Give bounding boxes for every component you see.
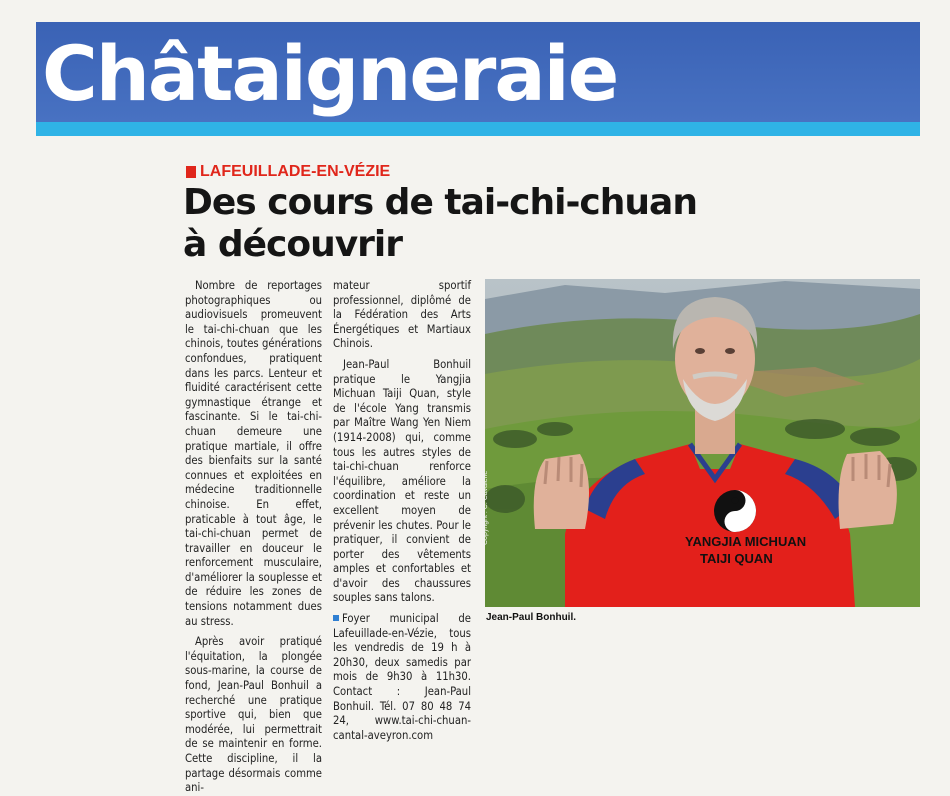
article-photo (485, 279, 920, 607)
practical-info (333, 612, 471, 743)
paragraph: mateur sportif professionnel, diplômé de la Fédération des Arts Énergétiques et Martiaux Chinois. (333, 279, 471, 351)
shirt-text-line-1: YANGJIA MICHUAN (685, 534, 807, 549)
banner-stripe (36, 122, 920, 136)
photo-illustration (485, 279, 920, 607)
info-square-icon (333, 615, 339, 621)
photo-caption: Jean-Paul Bonhuil. (486, 612, 577, 623)
headline-line-2: à découvrir (183, 224, 403, 265)
paragraph: Nombre de reportages photographiques ou audiovisuels promeuvent le tai-chi-chuan que les chinois, toutes générations confondues, pratiquent dans les parcs. Lenteur et fluidité caractérisent cette gymnastique étrange et fascinante. Si le tai-chi-chuan demeure une pratique martiale, il offre des bienfaits sur la santé connues et exploitées en médecine traditionnelle chinoise. En effet, praticable à tout âge, le tai-chi-chuan permet de travailler en douceur le renforcement musculaire, d'améliorer la souplesse et de réduire les zones de tensions notamment dues au stress. (185, 279, 322, 628)
section-title: Châtaigneraie (42, 29, 618, 118)
kicker-text: LAFEUILLADE-EN-VÉZIE (200, 163, 391, 180)
article-column-2 (333, 279, 471, 743)
paragraph: Après avoir pratiqué l'équitation, la plongée sous-marine, la course de fond, Jean-Paul Bonhuil a recherché une pratique sportive qui, bien que modérée, lui permettrait de se maintenir en forme. Cette discipline, il la partage désormais comme ani- (185, 635, 322, 795)
article-kicker (186, 163, 390, 181)
paragraph: Jean-Paul Bonhuil pratique le Yangjia Michuan Taiji Quan, style de l'école Yang transmis par Maître Wang Yen Niem (1914-2008) qui, comme tous les autres styles de tai-chi-chuan renforce l'équilibre, améliore la coordination et reste un excellent moyen de prévenir les chutes. Pour le pratiquer, il convient de porter des vêtements amples et confortables et d'avoir des chaussures souples sans talons. (333, 357, 471, 605)
article-column-1 (185, 279, 322, 796)
article-headline (183, 182, 783, 266)
kicker-square-icon (186, 166, 196, 178)
headline-line-1: Des cours de tai-chi-chuan (183, 182, 697, 223)
photo-credit: Copyright : C. Cavalerie (482, 470, 489, 545)
section-banner (36, 22, 920, 136)
shirt-text-line-2: TAIJI QUAN (700, 551, 773, 566)
practical-info-text: Foyer municipal de Lafeuillade-en-Vézie, tous les vendredis de 19 h à 20h30, deux samedis par mois de 9h30 à 11h30. Contact : Jean-Paul Bonhuil. Tél. 07 80 48 74 24, www.tai-chi-chuan-cantal-aveyron.com (333, 612, 471, 742)
